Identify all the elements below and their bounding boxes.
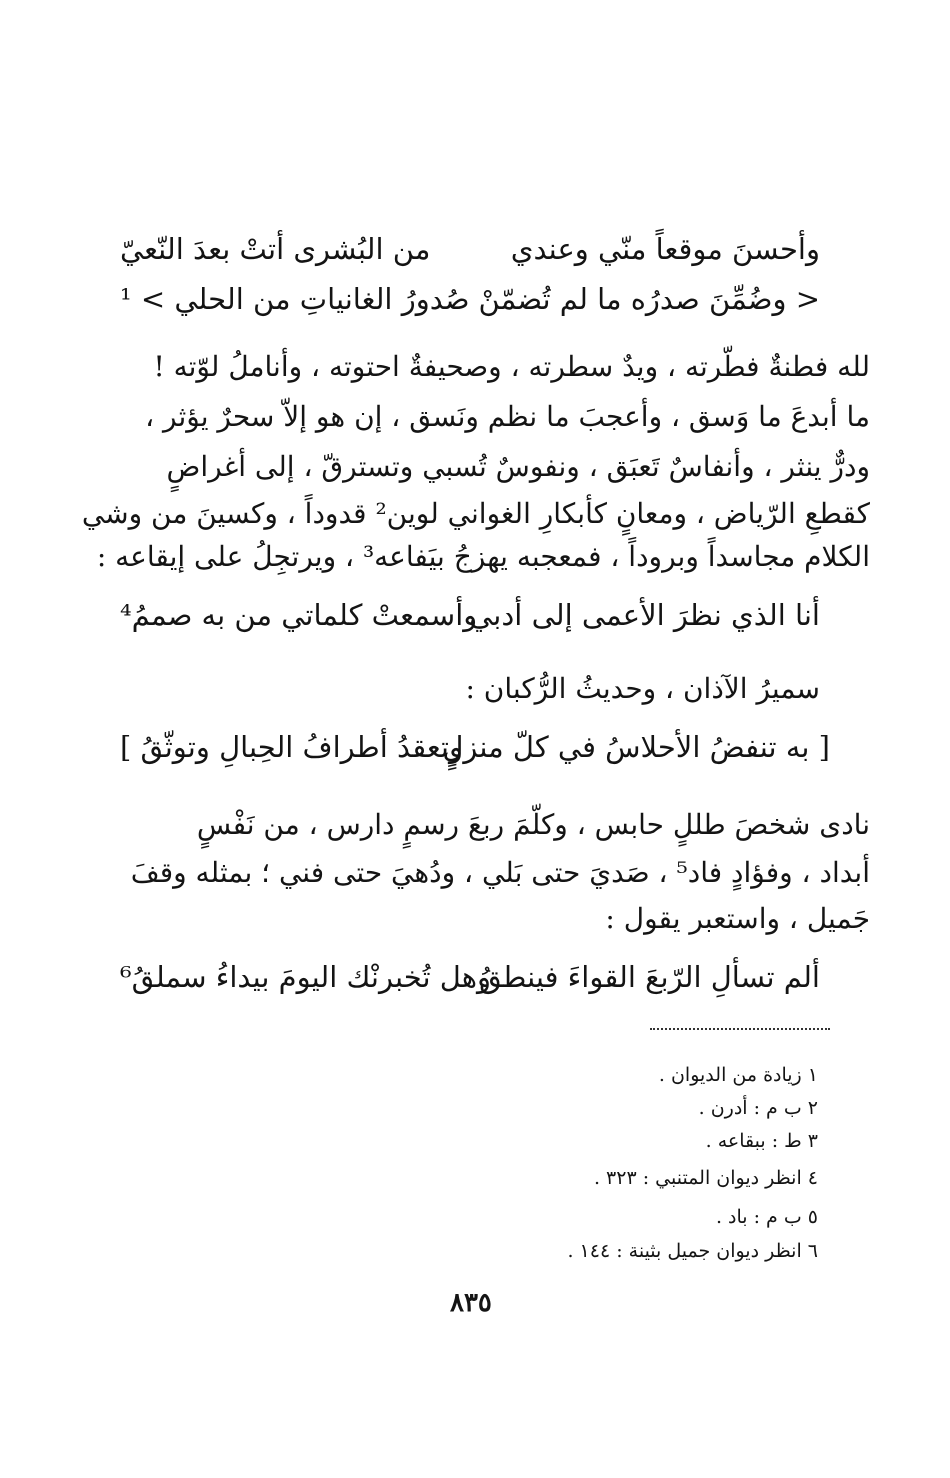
paragraph-line: نادى شخصَ طللٍ حابس ، وكلّمَ ربعَ رسمٍ دارس ، من نَفْسٍ — [196, 808, 870, 841]
hemistich-right: أنا الذي نظرَ الأعمى إلى أدبي — [469, 598, 820, 632]
footnote-2: ٢ ب م : أدرن . — [698, 1097, 818, 1119]
footnote-6: ٦ انظر ديوان جميل بثينة : ١٤٤ . — [567, 1240, 818, 1262]
footnote-3: ٣ ط : ببقاعه . — [705, 1130, 818, 1152]
footnote-5: ٥ ب م : باد . — [715, 1206, 818, 1228]
hemistich-right: [ به تنفضُ الأحلاسُ في كلّ منزلٍ — [442, 730, 830, 764]
paragraph-line: كقطعِ الرّياض ، ومعانٍ كأبكارِ الغواني لوين² قدوداً ، وكسينَ من وشي — [81, 497, 870, 530]
prose-line: سميرُ الآذان ، وحديثُ الرُّكبان : — [465, 672, 820, 705]
verse-line-1 — [120, 232, 820, 276]
hemistich-left: وأسمعتْ كلماتي من به صممُ⁴ — [120, 598, 478, 632]
paragraph-line: لله فطنةٌ فطّرته ، ويدٌ سطرته ، وصحيفةٌ احتوته ، وأناملُ لوّته ! — [153, 350, 870, 383]
paragraph-line: أبداد ، وفؤادٍ فاد⁵ ، صَديَ حتى بَلي ، ودُهيَ حتى فني ؛ بمثله وقفَ — [130, 856, 870, 889]
verse-line-3 — [120, 598, 820, 642]
verse-line-2 — [120, 282, 820, 326]
hemistich-left: وتعقدُ أطرافُ الحِبالِ وتوثّقُ ] — [120, 730, 463, 764]
hemistich-left: وهل تُخبرنْك اليومَ بيداءُ سملقُ⁶ — [120, 960, 491, 994]
footnote-1: ١ زيادة من الديوان . — [658, 1064, 818, 1086]
footnote-separator — [650, 1028, 830, 1030]
footnote-4: ٤ انظر ديوان المتنبي : ٣٢٣ . — [593, 1167, 818, 1189]
paragraph-line: ما أبدعَ ما وَسق ، وأعجبَ ما نظم ونَسق ، إن هو إلاّ سحرٌ يؤثر ، — [145, 400, 870, 433]
paragraph-line: ودرٌّ ينثر ، وأنفاسٌ تَعبَق ، ونفوسٌ تُسبي وتسترقّ ، إلى أغراضٍ — [166, 450, 870, 483]
page-number: ٨٣٥ — [450, 1288, 492, 1318]
paragraph-line: الكلام مجاسداً وبروداً ، فمعجبه يهزجُ بيَفاعه³ ، ويرتجِلُ على إيقاعه : — [96, 540, 870, 573]
verse-line-5 — [120, 960, 820, 1004]
hemistich-right: ألم تسألِ الرّبعَ القواءَ فينطقُ — [479, 960, 820, 994]
hemistich-left: من البُشرى أتتْ بعدَ النّعيّ — [120, 232, 431, 266]
hemistich-left: صُدورُ الغانياتِ من الحلي > ¹ — [120, 282, 470, 316]
hemistich-right: < وضُمِّنَ صدرُه ما لم تُضمّنْ — [478, 282, 820, 316]
paragraph-line: جَميل ، واستعبر يقول : — [605, 902, 870, 935]
hemistich-right: وأحسنَ موقعاً منّي وعندي — [510, 232, 820, 266]
verse-line-4 — [120, 730, 830, 774]
